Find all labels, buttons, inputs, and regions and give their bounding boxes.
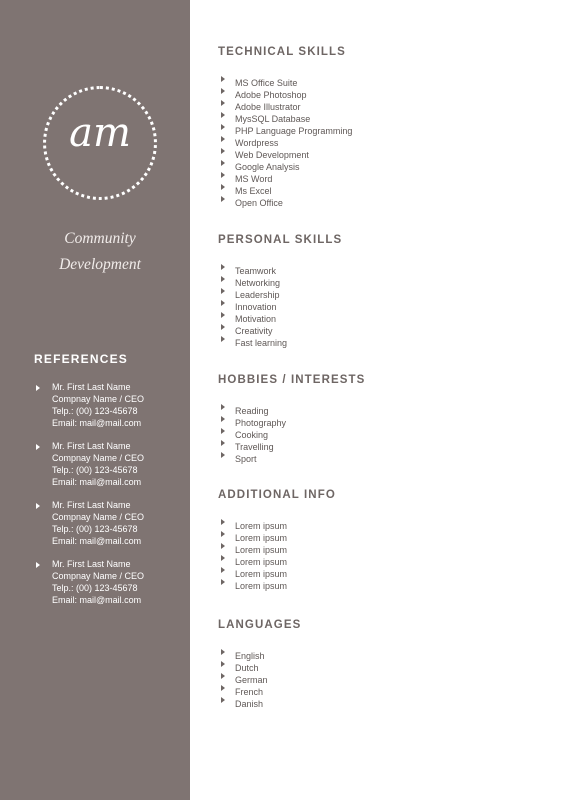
languages-section	[218, 619, 302, 709]
monogram-text: am	[69, 110, 131, 156]
reference-item	[36, 499, 144, 547]
list-item-text: Motivation	[235, 314, 277, 324]
triangle-bullet-icon	[221, 184, 225, 190]
list-item	[218, 73, 352, 88]
list-item	[218, 425, 365, 440]
triangle-bullet-icon	[221, 160, 225, 166]
list-item	[218, 576, 336, 591]
reference-company: Compnay Name / CEO	[52, 394, 145, 404]
list-item	[218, 273, 342, 288]
triangle-bullet-icon	[221, 555, 225, 561]
list-item-text: MS Word	[235, 174, 273, 184]
triangle-bullet-icon	[36, 444, 40, 450]
reference-name: Mr. First Last Name	[52, 382, 131, 392]
triangle-bullet-icon	[221, 196, 225, 202]
list-item	[218, 516, 336, 531]
list-item	[218, 540, 336, 555]
list-item-text: Lorem ipsum	[235, 533, 288, 543]
list-item	[218, 145, 352, 160]
reference-company: Compnay Name / CEO	[52, 453, 145, 463]
reference-item	[36, 558, 144, 606]
references-list	[36, 381, 144, 617]
list-item-text: Sport	[235, 454, 257, 464]
triangle-bullet-icon	[221, 124, 225, 130]
triangle-bullet-icon	[221, 452, 225, 458]
triangle-bullet-icon	[221, 136, 225, 142]
reference-email: Email: mail@mail.com	[52, 536, 142, 546]
list-item-text: PHP Language Programming	[235, 126, 353, 136]
triangle-bullet-icon	[221, 531, 225, 537]
list-item-text: Adobe Photoshop	[235, 90, 307, 100]
triangle-bullet-icon	[221, 440, 225, 446]
triangle-bullet-icon	[221, 697, 225, 703]
list-item	[218, 157, 352, 172]
reference-item	[36, 381, 144, 429]
list-item-text: MS Office Suite	[235, 78, 298, 88]
section-title: LANGUAGES	[218, 619, 302, 631]
triangle-bullet-icon	[221, 88, 225, 94]
list-item-text: Leadership	[235, 290, 280, 300]
list-item	[218, 109, 352, 124]
reference-item	[36, 440, 144, 488]
list-item-text: Lorem ipsum	[235, 545, 288, 555]
list-item-text: Open Office	[235, 198, 283, 208]
list-item	[218, 261, 342, 276]
list-item	[218, 670, 301, 685]
list-item	[218, 121, 353, 136]
list-item	[218, 564, 336, 579]
section-title: PERSONAL SKILLS	[218, 234, 343, 246]
list-item	[218, 401, 365, 416]
list-item-text: Danish	[235, 699, 264, 709]
list-item	[218, 449, 365, 464]
list-item	[218, 169, 352, 184]
additional-info-list	[218, 516, 336, 591]
list-item	[218, 181, 352, 196]
list-item-text: Dutch	[235, 663, 259, 673]
triangle-bullet-icon	[221, 579, 225, 585]
reference-phone: Telp.: (00) 123-45678	[52, 406, 138, 416]
triangle-bullet-icon	[221, 661, 225, 667]
hobbies-list	[218, 401, 365, 464]
triangle-bullet-icon	[221, 76, 225, 82]
list-item-text: Web Development	[235, 150, 309, 160]
triangle-bullet-icon	[221, 649, 225, 655]
list-item	[218, 694, 301, 709]
triangle-bullet-icon	[221, 336, 225, 342]
list-item-text: Lorem ipsum	[235, 521, 288, 531]
list-item	[218, 133, 352, 148]
section-title: ADDITIONAL INFO	[218, 489, 336, 501]
list-item-text: Adobe Illustrator	[235, 102, 301, 112]
triangle-bullet-icon	[221, 428, 225, 434]
list-item-text: Travelling	[235, 442, 274, 452]
list-item-text: Ms Excel	[235, 186, 272, 196]
triangle-bullet-icon	[221, 276, 225, 282]
triangle-bullet-icon	[221, 416, 225, 422]
technical-skills-section	[218, 46, 353, 208]
list-item	[218, 321, 342, 336]
sidebar	[0, 0, 190, 800]
triangle-bullet-icon	[36, 385, 40, 391]
list-item-text: Lorem ipsum	[235, 557, 288, 567]
list-item	[218, 85, 352, 100]
list-item-text: Wordpress	[235, 138, 279, 148]
reference-name: Mr. First Last Name	[52, 500, 131, 510]
list-item	[218, 552, 336, 567]
personal-skills-list	[218, 261, 342, 348]
triangle-bullet-icon	[221, 288, 225, 294]
list-item	[218, 646, 301, 661]
reference-name: Mr. First Last Name	[52, 559, 131, 569]
triangle-bullet-icon	[221, 567, 225, 573]
list-item-text: Lorem ipsum	[235, 569, 288, 579]
list-item	[218, 97, 352, 112]
list-item	[218, 658, 301, 673]
list-item	[218, 413, 365, 428]
additional-info-section	[218, 489, 336, 591]
list-item-text: Photography	[235, 418, 287, 428]
triangle-bullet-icon	[221, 543, 225, 549]
list-item	[218, 682, 301, 697]
hobbies-section	[218, 374, 366, 464]
triangle-bullet-icon	[221, 112, 225, 118]
list-item	[218, 309, 342, 324]
reference-phone: Telp.: (00) 123-45678	[52, 465, 138, 475]
list-item	[218, 193, 352, 208]
monogram-badge	[43, 86, 157, 200]
reference-email: Email: mail@mail.com	[52, 595, 142, 605]
list-item-text: Innovation	[235, 302, 277, 312]
list-item	[218, 333, 342, 348]
triangle-bullet-icon	[221, 324, 225, 330]
list-item-text: Lorem ipsum	[235, 581, 288, 591]
section-title: TECHNICAL SKILLS	[218, 46, 346, 58]
triangle-bullet-icon	[221, 312, 225, 318]
list-item-text: French	[235, 687, 264, 697]
list-item-text: MysSQL Database	[235, 114, 311, 124]
list-item-text: Teamwork	[235, 266, 277, 276]
triangle-bullet-icon	[221, 519, 225, 525]
reference-phone: Telp.: (00) 123-45678	[52, 583, 138, 593]
triangle-bullet-icon	[36, 503, 40, 509]
list-item-text: Reading	[235, 406, 269, 416]
personal-skills-section	[218, 234, 343, 348]
list-item	[218, 528, 336, 543]
triangle-bullet-icon	[221, 685, 225, 691]
reference-email: Email: mail@mail.com	[52, 477, 142, 487]
list-item-text: Google Analysis	[235, 162, 300, 172]
reference-company: Compnay Name / CEO	[52, 571, 145, 581]
list-item-text: English	[235, 651, 265, 661]
list-item	[218, 285, 342, 300]
reference-company: Compnay Name / CEO	[52, 512, 145, 522]
list-item	[218, 297, 342, 312]
reference-phone: Telp.: (00) 123-45678	[52, 524, 138, 534]
reference-name: Mr. First Last Name	[52, 441, 131, 451]
triangle-bullet-icon	[221, 264, 225, 270]
technical-skills-list	[218, 73, 353, 208]
list-item-text: Networking	[235, 278, 281, 288]
list-item	[218, 437, 365, 452]
triangle-bullet-icon	[221, 172, 225, 178]
role-title-line-2: Development	[59, 256, 141, 273]
section-title: HOBBIES / INTERESTS	[218, 374, 366, 386]
role-title-line-1: Community	[64, 230, 136, 247]
triangle-bullet-icon	[36, 562, 40, 568]
triangle-bullet-icon	[221, 673, 225, 679]
list-item-text: German	[235, 675, 268, 685]
triangle-bullet-icon	[221, 148, 225, 154]
references-heading: REFERENCES	[34, 352, 129, 366]
list-item-text: Cooking	[235, 430, 269, 440]
triangle-bullet-icon	[221, 100, 225, 106]
reference-email: Email: mail@mail.com	[52, 418, 142, 428]
languages-list	[218, 646, 301, 709]
list-item-text: Creativity	[235, 326, 273, 336]
triangle-bullet-icon	[221, 404, 225, 410]
list-item-text: Fast learning	[235, 338, 288, 348]
triangle-bullet-icon	[221, 300, 225, 306]
